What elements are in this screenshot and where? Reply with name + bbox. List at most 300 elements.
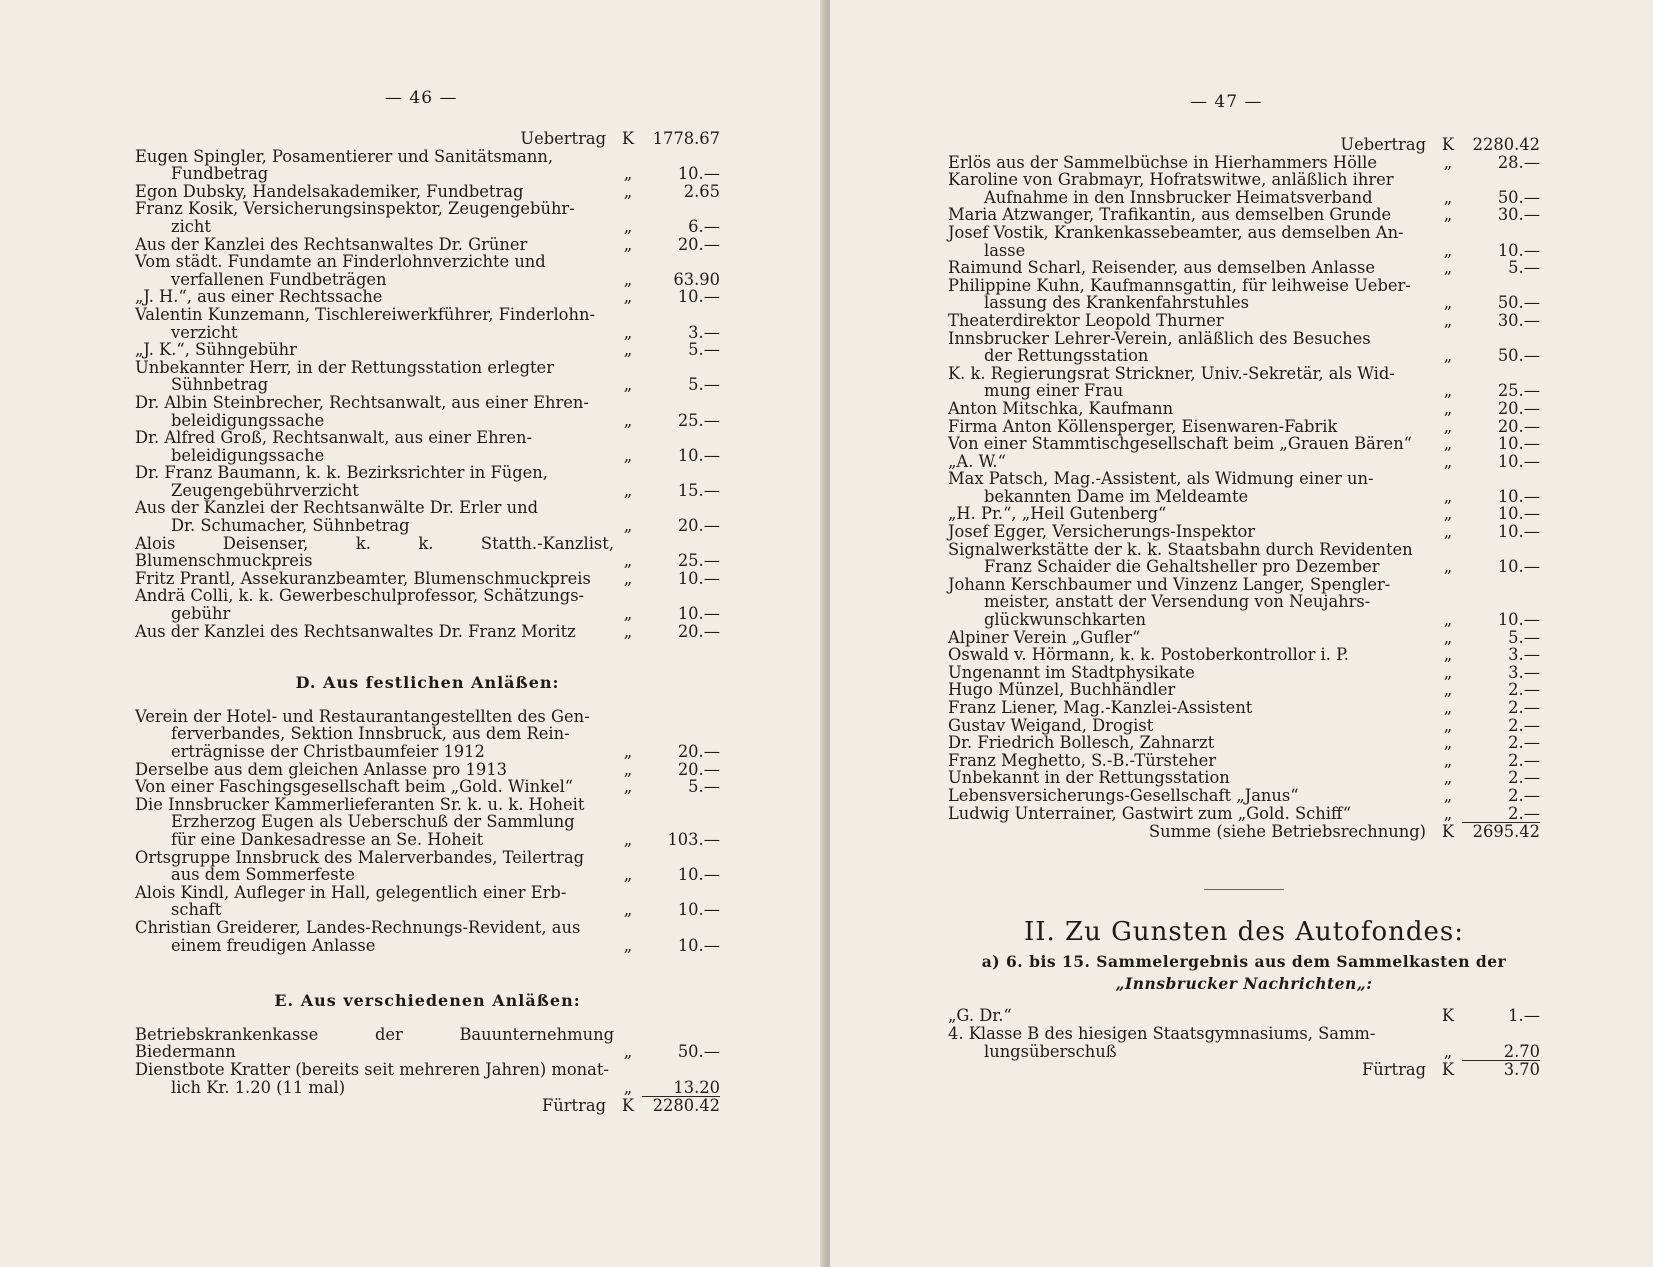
ditto-mark: „ bbox=[623, 340, 633, 360]
entry-row bbox=[948, 523, 1540, 541]
section-e-list bbox=[135, 1026, 720, 1096]
entry-text bbox=[135, 359, 614, 394]
entry-continuation: schaft bbox=[171, 900, 222, 920]
ditto-mark: „ bbox=[1443, 785, 1453, 805]
ditto-mark: „ bbox=[623, 1042, 633, 1062]
entry-text bbox=[948, 541, 1434, 576]
entry-amount: 10.— bbox=[1497, 557, 1540, 577]
ditto-mark: „ bbox=[623, 516, 633, 536]
entry-amount: 10.— bbox=[1497, 434, 1540, 454]
entry-text bbox=[135, 341, 614, 359]
entry-text bbox=[948, 453, 1434, 471]
ledger-left bbox=[135, 130, 720, 1115]
entry-continuation: bekannten Dame im Meldeamte bbox=[984, 486, 1249, 506]
entry-continuation: Sühnbetrag bbox=[171, 375, 269, 395]
entry-name: Signalwerkstätte der k. k. Staatsbahn durch Revidenten bbox=[948, 539, 1413, 559]
ditto-mark: „ bbox=[1443, 627, 1453, 647]
carry-in-amount: 2280.42 bbox=[1472, 135, 1540, 154]
entry-row bbox=[948, 805, 1540, 823]
ditto-mark: „ bbox=[623, 181, 633, 201]
ditto-mark: „ bbox=[1443, 504, 1453, 524]
entry-row bbox=[948, 154, 1540, 172]
currency: K bbox=[621, 1096, 635, 1116]
entry-amount: 10.— bbox=[677, 445, 720, 465]
entry-name: Von einer Faschingsgesellschaft beim „Gold. Winkel“ bbox=[135, 777, 574, 797]
ditto-mark: K bbox=[1441, 1006, 1455, 1026]
ditto-mark: „ bbox=[1443, 750, 1453, 770]
ditto-mark: „ bbox=[1443, 346, 1453, 366]
ditto-mark: „ bbox=[623, 900, 633, 920]
entry-text bbox=[948, 1007, 1434, 1025]
entry-amount: 2.— bbox=[1508, 733, 1540, 753]
section-ii-title: II. Zu Gunsten des Autofondes: bbox=[1023, 916, 1464, 947]
carry-out-label: Fürtrag bbox=[1361, 1060, 1426, 1080]
entry-row bbox=[948, 259, 1540, 277]
ditto-mark: „ bbox=[1443, 803, 1453, 823]
entry-text bbox=[948, 629, 1434, 647]
entry-text bbox=[135, 253, 614, 288]
entry-amount: 25.— bbox=[677, 410, 720, 430]
entry-text bbox=[948, 224, 1434, 259]
entry-amount: 2.— bbox=[1508, 750, 1540, 770]
entry-name: Alois Kindl, Aufleger in Hall, gelegentlich einer Erb- bbox=[135, 882, 567, 902]
entry-row bbox=[948, 664, 1540, 682]
ditto-mark: „ bbox=[623, 164, 633, 184]
entry-amount: 10.— bbox=[1497, 451, 1540, 471]
ditto-mark: „ bbox=[623, 1077, 633, 1097]
carry-out-amount: 3.70 bbox=[1462, 1060, 1540, 1079]
entry-row bbox=[948, 576, 1540, 629]
entry-text bbox=[948, 365, 1434, 400]
section-ii-subheading bbox=[948, 951, 1540, 995]
entry-amount: 10.— bbox=[677, 568, 720, 588]
entry-name: Franz Meghetto, S.-B.-Türsteher bbox=[948, 750, 1216, 770]
carry-in-label: Uebertrag bbox=[1340, 135, 1426, 154]
entry-continuation: aus dem Sommerfeste bbox=[171, 865, 355, 885]
entry-text bbox=[135, 394, 614, 429]
entry-text bbox=[948, 752, 1434, 770]
entry-continuation: beleidigungssache bbox=[171, 410, 325, 430]
entry-name: Innsbrucker Lehrer-Verein, anläßlich des Besuches bbox=[948, 328, 1371, 348]
entry-row bbox=[948, 277, 1540, 312]
entry-text bbox=[135, 761, 614, 779]
entry-text bbox=[135, 236, 614, 254]
entry-amount: 25.— bbox=[1497, 381, 1540, 401]
entry-amount: 3.— bbox=[1508, 662, 1540, 682]
entry-name: Johann Kerschbaumer und Vinzenz Langer, Spengler- bbox=[948, 574, 1391, 594]
ditto-mark: „ bbox=[623, 480, 633, 500]
carry-in-label: Uebertrag bbox=[520, 129, 606, 148]
entry-name: Lebensversicherungs-Gesellschaft „Janus“ bbox=[948, 785, 1299, 805]
entry-continuation: Franz Schaider die Gehaltsheller pro Dezember bbox=[984, 557, 1380, 577]
entry-row bbox=[948, 717, 1540, 735]
entry-amount: 2.65 bbox=[683, 181, 720, 201]
entry-name: Gustav Weigand, Drogist bbox=[948, 715, 1154, 735]
entry-name: „A. W.“ bbox=[948, 451, 1006, 471]
entry-text bbox=[135, 148, 614, 183]
entry-row bbox=[948, 312, 1540, 330]
entry-row bbox=[135, 535, 720, 570]
entry-row bbox=[948, 769, 1540, 787]
entry-row bbox=[948, 1007, 1540, 1025]
entry-row bbox=[948, 787, 1540, 805]
entry-name: „J. K.“, Sühngebühr bbox=[135, 340, 297, 360]
sum-label: Summe (siehe Betriebsrechnung) bbox=[1149, 822, 1426, 842]
entry-row bbox=[135, 341, 720, 359]
entry-row bbox=[135, 796, 720, 849]
entry-amount: 5.— bbox=[1508, 258, 1540, 278]
entry-amount: 30.— bbox=[1497, 310, 1540, 330]
entry-name: „H. Pr.“, „Heil Gutenberg“ bbox=[948, 504, 1167, 524]
page-46 bbox=[0, 0, 826, 1267]
page-number: — 46 — bbox=[385, 88, 458, 108]
entry-name: Alois Deisenser, k. k. Statth.-Kanzlist, Blumenschmuckpreis bbox=[135, 533, 614, 571]
entry-name: K. k. Regierungsrat Strickner, Univ.-Sekretär, als Wid- bbox=[948, 363, 1395, 383]
entry-row bbox=[948, 699, 1540, 717]
entry-text bbox=[948, 646, 1434, 664]
entry-amount: 10.— bbox=[1497, 240, 1540, 260]
entry-name: Dr. Franz Baumann, k. k. Bezirksrichter in Fügen, bbox=[135, 463, 548, 483]
ditto-mark: „ bbox=[1443, 715, 1453, 735]
ditto-mark: „ bbox=[623, 935, 633, 955]
ditto-mark: „ bbox=[623, 216, 633, 236]
subheading-line-1: a) 6. bis 15. Sammelergebnis aus dem Sammelkasten der bbox=[981, 952, 1507, 972]
entry-text bbox=[135, 778, 614, 796]
entry-name: Unbekannt in der Rettungsstation bbox=[948, 768, 1230, 788]
entry-text bbox=[135, 849, 614, 884]
entry-row bbox=[135, 849, 720, 884]
entry-amount: 3.— bbox=[1508, 645, 1540, 665]
entry-name: Unbekannter Herr, in der Rettungsstation erlegter bbox=[135, 357, 554, 377]
entry-row bbox=[948, 453, 1540, 471]
entry-row bbox=[948, 1025, 1540, 1060]
entry-row bbox=[948, 646, 1540, 664]
ditto-mark: „ bbox=[1443, 416, 1453, 436]
currency: K bbox=[621, 129, 635, 148]
entry-continuation: ferverbandes, Sektion Innsbruck, aus dem Rein- bbox=[171, 724, 570, 744]
section-d-heading: D. Aus festlichen Anläßen: bbox=[295, 673, 560, 693]
entry-text bbox=[948, 664, 1434, 682]
ditto-mark: „ bbox=[623, 375, 633, 395]
entry-continuation: Fundbetrag bbox=[171, 164, 269, 184]
entry-name: Vom städt. Fundamte an Finderlohnverzichte und bbox=[135, 252, 546, 272]
entry-text bbox=[948, 418, 1434, 436]
entry-row bbox=[948, 681, 1540, 699]
ditto-mark: „ bbox=[1443, 1041, 1453, 1061]
entry-text bbox=[135, 919, 614, 954]
entry-continuation: Erzherzog Eugen als Ueberschuß der Sammlung bbox=[171, 812, 575, 832]
entry-text bbox=[948, 171, 1434, 206]
entry-amount: 10.— bbox=[677, 164, 720, 184]
sum-row bbox=[948, 822, 1540, 841]
entry-amount: 6.— bbox=[688, 216, 720, 236]
entry-text bbox=[135, 796, 614, 849]
entry-text bbox=[948, 330, 1434, 365]
entry-continuation: lassung des Krankenfahrstuhles bbox=[984, 293, 1249, 313]
entry-row bbox=[135, 236, 720, 254]
entry-amount: 50.— bbox=[677, 1042, 720, 1062]
section-d-list bbox=[135, 708, 720, 954]
ditto-mark: „ bbox=[1443, 240, 1453, 260]
currency: K bbox=[1441, 1060, 1455, 1080]
entry-name: Franz Kosik, Versicherungsinspektor, Zeugengebühr- bbox=[135, 199, 575, 219]
ditto-mark: „ bbox=[623, 322, 633, 342]
entry-text bbox=[135, 535, 614, 570]
ditto-mark: „ bbox=[623, 568, 633, 588]
entry-text bbox=[948, 259, 1434, 277]
entry-name: Franz Liener, Mag.-Kanzlei-Assistent bbox=[948, 698, 1253, 717]
entry-name: Verein der Hotel- und Restaurantangestellten des Gen- bbox=[135, 706, 590, 726]
sum-amount: 2695.42 bbox=[1462, 822, 1540, 841]
ditto-mark: „ bbox=[623, 410, 633, 430]
ditto-mark: „ bbox=[1443, 645, 1453, 665]
entry-continuation: lasse bbox=[984, 240, 1026, 260]
entry-name: Ortsgruppe Innsbruck des Malerverbandes, Teilertrag bbox=[135, 847, 585, 867]
entry-row bbox=[135, 464, 720, 499]
currency: K bbox=[1441, 135, 1455, 154]
entry-text bbox=[948, 206, 1434, 224]
ditto-mark: „ bbox=[1443, 205, 1453, 225]
carry-in-amount: 1778.67 bbox=[652, 129, 720, 148]
entry-text bbox=[948, 523, 1434, 541]
entry-row bbox=[948, 418, 1540, 436]
entry-row bbox=[135, 919, 720, 954]
entry-text bbox=[135, 1026, 614, 1061]
entry-continuation: einem freudigen Anlasse bbox=[171, 935, 376, 955]
entry-name: Eugen Spingler, Posamentierer und Sanitätsmann, bbox=[135, 146, 554, 166]
entry-name: Dienstbote Kratter (bereits seit mehreren Jahren) monat- bbox=[135, 1059, 609, 1079]
entry-row bbox=[135, 429, 720, 464]
ditto-mark: „ bbox=[1443, 768, 1453, 788]
entry-text bbox=[135, 623, 614, 641]
carry-out-amount: 2280.42 bbox=[642, 1096, 720, 1115]
section-c-list bbox=[135, 148, 720, 641]
entry-amount: 20.— bbox=[677, 759, 720, 779]
page-47 bbox=[830, 0, 1653, 1267]
entry-name: Josef Egger, Versicherungs-Inspektor bbox=[948, 522, 1256, 542]
entry-amount: 5.— bbox=[688, 340, 720, 360]
entry-continuation: beleidigungssache bbox=[171, 445, 325, 465]
entry-amount: 50.— bbox=[1497, 346, 1540, 366]
entry-row bbox=[948, 752, 1540, 770]
entry-amount: 10.— bbox=[677, 287, 720, 307]
ditto-mark: „ bbox=[1443, 293, 1453, 313]
ditto-mark: „ bbox=[1443, 381, 1453, 401]
entry-name: Dr. Albin Steinbrecher, Rechtsanwalt, aus einer Ehren- bbox=[135, 392, 589, 412]
entry-continuation: für eine Dankesadresse an Se. Hoheit bbox=[171, 829, 484, 849]
entry-name: Aus der Kanzlei der Rechtsanwälte Dr. Erler und bbox=[135, 498, 539, 518]
ditto-mark: „ bbox=[1443, 610, 1453, 630]
ditto-mark: „ bbox=[1443, 733, 1453, 753]
entry-name: Raimund Scharl, Reisender, aus demselben Anlasse bbox=[948, 258, 1375, 278]
entry-name: Andrä Colli, k. k. Gewerbeschulprofessor, Schätzungs- bbox=[135, 586, 585, 606]
entry-text bbox=[948, 734, 1434, 752]
ditto-mark: „ bbox=[1443, 434, 1453, 454]
entry-name: Erlös aus der Sammelbüchse in Hierhammers Hölle bbox=[948, 152, 1377, 172]
entry-name: Fritz Prantl, Assekuranzbeamter, Blumenschmuckpreis bbox=[135, 568, 591, 588]
entry-row bbox=[135, 183, 720, 201]
entry-amount: 50.— bbox=[1497, 293, 1540, 313]
entry-name: Dr. Alfred Groß, Rechtsanwalt, aus einer Ehren- bbox=[135, 428, 532, 448]
entry-amount: 5.— bbox=[688, 777, 720, 797]
entry-amount: 5.— bbox=[1508, 627, 1540, 647]
entry-continuation: gebühr bbox=[171, 604, 231, 624]
donations-list bbox=[948, 154, 1540, 823]
entry-name: Oswald v. Hörmann, k. k. Postoberkontrollor i. P. bbox=[948, 645, 1349, 665]
ditto-mark: „ bbox=[1443, 557, 1453, 577]
entry-text bbox=[948, 576, 1434, 629]
entry-amount: 5.— bbox=[688, 375, 720, 395]
entry-row bbox=[948, 365, 1540, 400]
entry-name: Anton Mitschka, Kaufmann bbox=[948, 398, 1174, 418]
entry-text bbox=[135, 183, 614, 201]
entry-continuation: meister, anstatt der Versendung von Neujahrs- bbox=[984, 592, 1371, 612]
entry-name: Betriebskrankenkasse der Bauunternehmung Biedermann bbox=[135, 1024, 614, 1062]
entry-row bbox=[135, 708, 720, 761]
entry-text bbox=[948, 505, 1434, 523]
carry-out-label: Fürtrag bbox=[541, 1096, 606, 1116]
entry-text bbox=[948, 1025, 1434, 1060]
entry-row bbox=[135, 200, 720, 235]
entry-continuation: lich Kr. 1.20 (11 mal) bbox=[171, 1077, 346, 1097]
entry-amount: 63.90 bbox=[673, 269, 720, 289]
entry-row bbox=[135, 499, 720, 534]
section-divider bbox=[1204, 889, 1284, 890]
entry-amount: 28.— bbox=[1497, 152, 1540, 172]
entry-text bbox=[948, 699, 1434, 717]
entry-name: „G. Dr.“ bbox=[948, 1006, 1012, 1026]
entry-row bbox=[948, 505, 1540, 523]
entry-text bbox=[948, 717, 1434, 735]
ditto-mark: „ bbox=[623, 551, 633, 571]
entry-row bbox=[135, 884, 720, 919]
ditto-mark: „ bbox=[623, 604, 633, 624]
entry-amount: 13.20 bbox=[673, 1077, 720, 1097]
entry-amount: 10.— bbox=[1497, 504, 1540, 524]
ditto-mark: „ bbox=[623, 865, 633, 885]
ditto-mark: „ bbox=[623, 777, 633, 797]
ditto-mark: „ bbox=[1443, 152, 1453, 172]
ditto-mark: „ bbox=[1443, 662, 1453, 682]
entry-amount: 103.— bbox=[667, 829, 720, 849]
entry-amount: 3.— bbox=[688, 322, 720, 342]
entry-continuation: Zeugengebührverzicht bbox=[171, 480, 359, 500]
entry-row bbox=[948, 734, 1540, 752]
entry-row bbox=[135, 1026, 720, 1061]
ditto-mark: „ bbox=[623, 759, 633, 779]
entry-text bbox=[948, 154, 1434, 172]
ditto-mark: „ bbox=[1443, 451, 1453, 471]
entry-amount: 10.— bbox=[1497, 610, 1540, 630]
entry-continuation: verzicht bbox=[171, 322, 238, 342]
entry-text bbox=[135, 708, 614, 761]
entry-amount: 30.— bbox=[1497, 205, 1540, 225]
entry-amount: 2.— bbox=[1508, 768, 1540, 788]
entry-name: Valentin Kunzemann, Tischlereiwerkführer, Finderlohn- bbox=[135, 304, 595, 324]
entry-text bbox=[948, 787, 1434, 805]
entry-name: Christian Greiderer, Landes-Rechnungs-Revident, aus bbox=[135, 917, 581, 937]
entry-row bbox=[948, 171, 1540, 206]
entry-amount: 2.— bbox=[1508, 715, 1540, 735]
carry-out-row bbox=[135, 1096, 720, 1115]
entry-row bbox=[948, 470, 1540, 505]
entry-text bbox=[135, 884, 614, 919]
entry-name: Firma Anton Köllensperger, Eisenwaren-Fabrik bbox=[948, 416, 1338, 436]
entry-name: Karoline von Grabmayr, Hofratswitwe, anläßlich ihrer bbox=[948, 170, 1394, 190]
entry-row bbox=[135, 1061, 720, 1096]
entry-amount: 20.— bbox=[1497, 398, 1540, 418]
ditto-mark: „ bbox=[623, 742, 633, 761]
entry-text bbox=[948, 769, 1434, 787]
entry-name: „J. H.“, aus einer Rechtssache bbox=[135, 287, 383, 307]
entry-amount: 20.— bbox=[1497, 416, 1540, 436]
entry-row bbox=[135, 148, 720, 183]
entry-continuation: verfallenen Fundbeträgen bbox=[171, 269, 387, 289]
entry-amount: 1.— bbox=[1508, 1006, 1540, 1026]
entry-name: Egon Dubsky, Handelsakademiker, Fundbetrag bbox=[135, 181, 524, 201]
entry-row bbox=[135, 359, 720, 394]
entry-name: Philippine Kuhn, Kaufmannsgattin, für leihweise Ueber- bbox=[948, 275, 1411, 295]
entry-name: Josef Vostik, Krankenkassebeamter, aus demselben An- bbox=[948, 222, 1404, 242]
entry-text bbox=[948, 805, 1434, 823]
entry-row bbox=[135, 778, 720, 796]
ditto-mark: „ bbox=[1443, 310, 1453, 330]
ditto-mark: „ bbox=[623, 621, 633, 641]
entry-text bbox=[948, 400, 1434, 418]
ditto-mark: „ bbox=[1443, 680, 1453, 700]
entry-row bbox=[135, 587, 720, 622]
entry-row bbox=[948, 400, 1540, 418]
entry-row bbox=[135, 394, 720, 429]
entry-text bbox=[135, 288, 614, 306]
entry-name: Alpiner Verein „Gufler“ bbox=[948, 627, 1141, 647]
ditto-mark: „ bbox=[1443, 258, 1453, 278]
entry-amount: 2.— bbox=[1508, 785, 1540, 805]
entry-text bbox=[948, 470, 1434, 505]
carry-in-row bbox=[135, 130, 720, 148]
entry-text bbox=[948, 681, 1434, 699]
entry-row bbox=[135, 761, 720, 779]
entry-continuation: erträgnisse der Christbaumfeier 1912 bbox=[171, 742, 485, 761]
ditto-mark: „ bbox=[623, 234, 633, 254]
entry-amount: 10.— bbox=[677, 935, 720, 955]
entry-row bbox=[135, 306, 720, 341]
page-number: — 47 — bbox=[1190, 92, 1263, 112]
entry-amount: 25.— bbox=[677, 551, 720, 571]
entry-text bbox=[135, 1061, 614, 1096]
entry-amount: 20.— bbox=[677, 516, 720, 536]
entry-text bbox=[135, 570, 614, 588]
entry-name: Die Innsbrucker Kammerlieferanten Sr. k. u. k. Hoheit bbox=[135, 794, 585, 814]
entry-continuation: Dr. Schumacher, Sühnbetrag bbox=[171, 516, 410, 536]
entry-amount: 50.— bbox=[1497, 187, 1540, 207]
entry-text bbox=[135, 499, 614, 534]
entry-text bbox=[135, 587, 614, 622]
entry-continuation: glückwunschkarten bbox=[984, 610, 1146, 630]
entry-amount: 10.— bbox=[677, 865, 720, 885]
entry-continuation: mung einer Frau bbox=[984, 381, 1124, 401]
entry-row bbox=[135, 570, 720, 588]
ledger-right bbox=[948, 136, 1540, 1079]
entry-amount: 10.— bbox=[1497, 486, 1540, 506]
section-e-heading: E. Aus verschiedenen Anläßen: bbox=[274, 991, 581, 1011]
entry-amount: 10.— bbox=[677, 604, 720, 624]
entry-name: Theaterdirektor Leopold Thurner bbox=[948, 310, 1224, 330]
entry-text bbox=[948, 277, 1434, 312]
entry-row bbox=[135, 623, 720, 641]
entry-amount: 10.— bbox=[677, 900, 720, 920]
entry-continuation: der Rettungsstation bbox=[984, 346, 1149, 366]
